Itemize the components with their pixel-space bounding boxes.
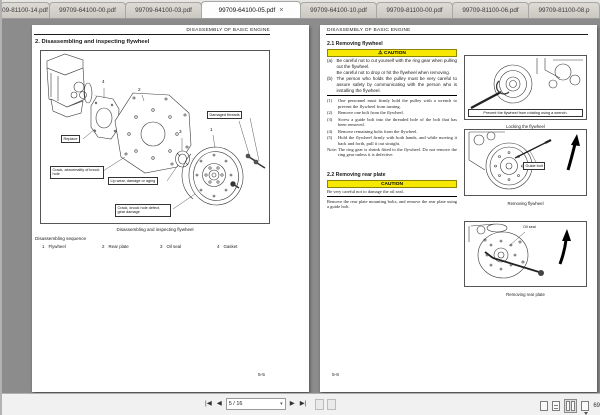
first-page-button[interactable]: |◀ bbox=[205, 400, 212, 407]
last-page-button[interactable]: ▶| bbox=[299, 400, 307, 407]
step-item: (4) Remove remaining bolts from the flywheel. bbox=[327, 128, 418, 134]
caution-item: (b) The person who holds the pulley must be very careful to assure safety by communicating with the person who is installing the flywheel. bbox=[327, 76, 457, 93]
tab-label: 99709-81100-08.p bbox=[538, 7, 590, 14]
continuous-facing-view-icon[interactable] bbox=[581, 401, 589, 411]
forward-view-icon[interactable] bbox=[327, 399, 336, 410]
step-item: (2) Remove one bolt from the flywheel. bbox=[327, 110, 404, 116]
caution-text: Be very careful not to damage the oil seal. bbox=[327, 188, 457, 197]
header-rule bbox=[34, 34, 270, 35]
status-bar bbox=[2, 393, 600, 415]
tab-document-7[interactable] bbox=[452, 2, 529, 18]
part-number-4: 4 bbox=[102, 79, 105, 85]
note-item: Note: The ring gear is shrink fitted to the flywheel. Do not remove the ring gear unless it is defective. bbox=[327, 146, 457, 158]
figure-locking-flywheel bbox=[464, 55, 587, 120]
page-number-right: 5-6 bbox=[332, 373, 339, 378]
tab-document-2[interactable] bbox=[49, 2, 126, 18]
figure-removing-rear-plate bbox=[464, 221, 587, 287]
figure-inner-label: Guide bolt bbox=[523, 162, 545, 170]
caution-label: CAUTION bbox=[383, 51, 406, 56]
tab-label: 99709-64100-00.pdf bbox=[59, 7, 116, 14]
callout-crack-gear-damage: Crack, knock hole defect, gear damage bbox=[115, 204, 171, 216]
page-number-left: 5-5 bbox=[258, 373, 265, 378]
section-title: 2. Disassembling and inspecting flywheel bbox=[35, 39, 150, 46]
document-area[interactable] bbox=[2, 19, 600, 393]
sequence-item: 3 Oil seal bbox=[160, 243, 182, 249]
next-page-button[interactable]: ▶ bbox=[289, 400, 295, 407]
tab-label: 99709-81100-00.pdf bbox=[386, 7, 443, 14]
figure-inner-label: Oil seal bbox=[523, 225, 536, 229]
running-header: DISASSEMBLY OF BASIC ENGINE bbox=[327, 28, 411, 33]
body-text: Remove the rear plate mounting bolts, and remove the rear plate using a guide bolt. bbox=[327, 198, 457, 210]
caution-item: Be careful not to drop or hit the flywheel when removing. bbox=[336, 69, 450, 75]
single-page-view-icon[interactable] bbox=[540, 401, 548, 411]
tab-document-3[interactable] bbox=[125, 2, 202, 18]
tab-label: 99709-64100-05.pdf bbox=[218, 6, 276, 14]
removing-rear-plate-drawing bbox=[465, 222, 586, 286]
part-number-1: 1 bbox=[210, 127, 213, 133]
disassembly-sequence-row bbox=[32, 244, 309, 251]
pdf-page-left bbox=[32, 25, 309, 392]
tab-label: 99709-64100-10.pdf bbox=[310, 7, 367, 14]
page-indicator: 5 / 16 bbox=[228, 401, 243, 407]
figure-inner-label: Prevent the flywheel from rotating using a wrench. bbox=[468, 109, 583, 117]
text-column bbox=[327, 25, 457, 210]
subsection-title-21: 2.1 Removing flywheel bbox=[327, 41, 383, 47]
tab-label: 99709-64100-03.pdf bbox=[135, 7, 192, 14]
sequence-title: Disassembling sequence bbox=[35, 235, 87, 241]
tab-document-1[interactable] bbox=[0, 2, 50, 18]
sequence-item: 4 Gasket bbox=[217, 243, 238, 249]
tab-label: 99709-81100-06.pdf bbox=[462, 7, 519, 14]
back-view-icon[interactable] bbox=[315, 399, 324, 410]
running-header: DISASSEMBLY OF BASIC ENGINE bbox=[186, 28, 270, 33]
figure-caption: Removing rear plate bbox=[506, 292, 545, 297]
caution-label: CAUTION bbox=[381, 182, 403, 188]
caution-banner bbox=[327, 49, 457, 57]
tab-bar bbox=[0, 0, 600, 19]
figure-caption: Locking the flywheel bbox=[506, 124, 545, 129]
sequence-item: 1 Flywheel bbox=[42, 243, 66, 249]
tab-document-8[interactable] bbox=[528, 2, 600, 18]
callout-lip-wear: Lip wear, damage or aging bbox=[108, 177, 158, 185]
part-number-3: 3 bbox=[179, 129, 182, 135]
step-item: (1) One personnel must firmly hold the pulley with a wrench to prevent the flywheel from turning. bbox=[327, 98, 457, 109]
tab-document-5[interactable] bbox=[300, 2, 377, 18]
exploded-view-figure bbox=[40, 50, 270, 224]
part-number-2: 2 bbox=[138, 87, 141, 93]
pdf-page-right bbox=[320, 25, 597, 392]
tab-document-6[interactable] bbox=[376, 2, 453, 18]
callout-crack-knock-hole: Crack, abnormality of knock hole bbox=[50, 166, 104, 178]
caution-banner bbox=[327, 180, 457, 188]
procedure-steps bbox=[327, 98, 457, 158]
sequence-item: 2 Rear plate bbox=[102, 243, 129, 249]
warning-triangle-icon: ⚠ bbox=[378, 50, 383, 56]
close-tab-icon[interactable]: × bbox=[279, 6, 284, 14]
view-mode-controls bbox=[540, 399, 600, 413]
step-item: (3) Screw a guide bolt into the threaded hole of the bolt that has been removed. bbox=[327, 116, 457, 128]
continuous-view-icon[interactable] bbox=[552, 401, 560, 411]
caution-text-block bbox=[327, 58, 457, 96]
zoom-level-text: 69 bbox=[593, 403, 600, 409]
page-number-field[interactable] bbox=[226, 398, 286, 410]
step-item: (5) Hold the flywheel firmly with both hands, and while moving it back and forth, pull it out straight. bbox=[327, 134, 457, 146]
tab-label: 09-81100-14.pdf bbox=[2, 7, 48, 14]
figure-caption: Disassembling and inspecting flywheel bbox=[116, 227, 194, 233]
tab-document-4-active[interactable] bbox=[201, 1, 301, 18]
figure-removing-flywheel bbox=[464, 129, 587, 196]
chevron-down-icon[interactable]: ▾ bbox=[280, 401, 283, 407]
caution-item: (a) Be careful not to cut yourself with the ring gear when pulling out the flywheel. bbox=[327, 58, 457, 69]
facing-pages-view-icon-selected[interactable] bbox=[564, 399, 577, 413]
figure-caption: Removing flywheel bbox=[507, 201, 544, 206]
page-navigation bbox=[204, 398, 336, 410]
previous-page-button[interactable]: ◀ bbox=[216, 400, 222, 407]
callout-replace: Replace bbox=[61, 135, 80, 143]
callout-damaged-threads: Damaged threads bbox=[207, 111, 242, 119]
subsection-title-22: 2.2 Removing rear plate bbox=[327, 172, 386, 179]
